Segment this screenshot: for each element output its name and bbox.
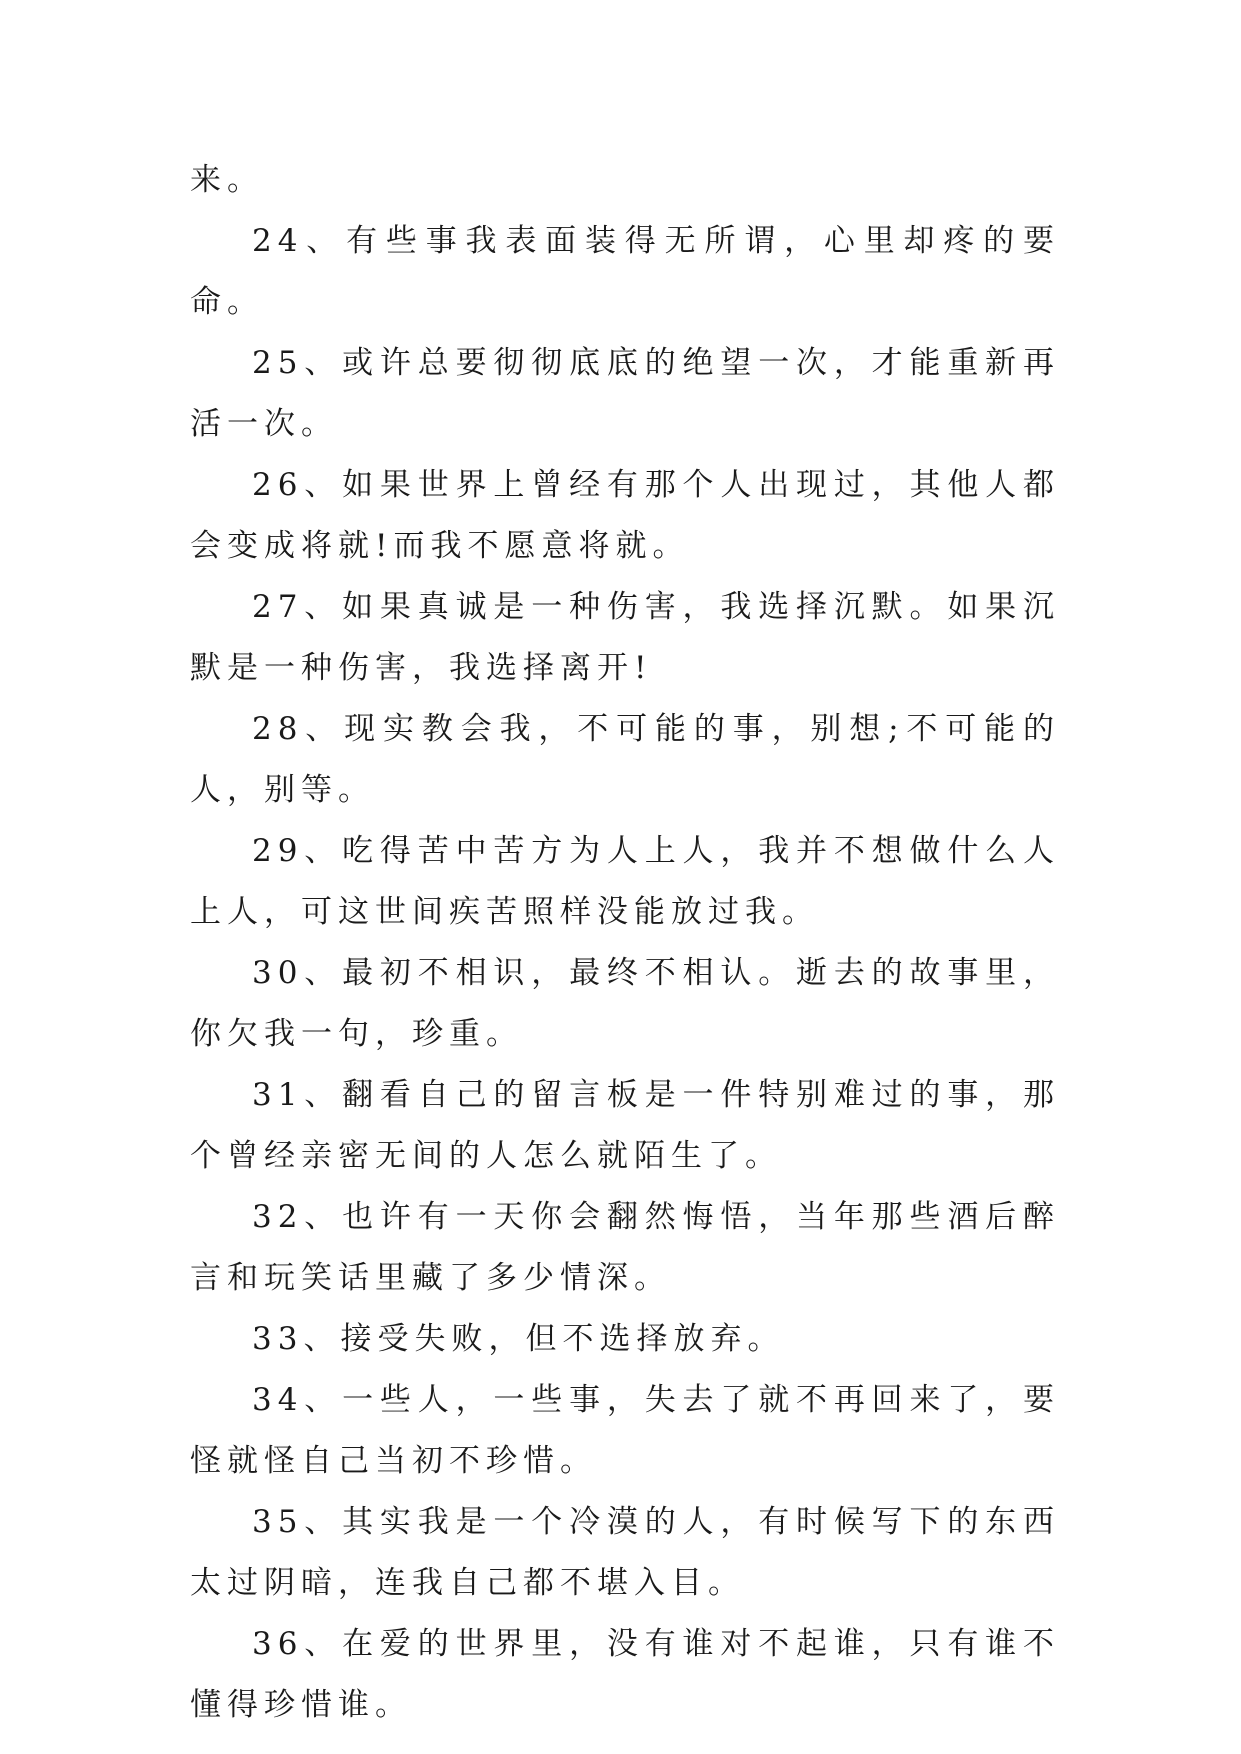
paragraph-31: 31、翻看自己的留言板是一件特别难过的事，那个曾经亲密无间的人怎么就陌生了。 — [190, 1077, 1060, 1174]
paragraph-35: 35、其实我是一个冷漠的人，有时候写下的东西太过阴暗，连我自己都不堪入目。 — [190, 1504, 1060, 1601]
paragraph-28: 28、现实教会我，不可能的事，别想;不可能的人，别等。 — [190, 711, 1060, 808]
paragraph-30: 30、最初不相识，最终不相认。逝去的故事里，你欠我一句，珍重。 — [190, 955, 1060, 1052]
paragraph-29: 29、吃得苦中苦方为人上人，我并不想做什么人上人，可这世间疾苦照样没能放过我。 — [190, 833, 1060, 930]
paragraph-27: 27、如果真诚是一种伤害，我选择沉默。如果沉默是一种伤害，我选择离开! — [190, 589, 1060, 686]
document-body — [190, 150, 1060, 1736]
paragraph-32: 32、也许有一天你会翻然悔悟，当年那些酒后醉言和玩笑话里藏了多少情深。 — [190, 1199, 1060, 1296]
paragraph-36: 36、在爱的世界里，没有谁对不起谁，只有谁不懂得珍惜谁。 — [190, 1626, 1060, 1723]
paragraph-25: 25、或许总要彻彻底底的绝望一次，才能重新再活一次。 — [190, 345, 1060, 442]
paragraph-34: 34、一些人，一些事，失去了就不再回来了，要怪就怪自己当初不珍惜。 — [190, 1382, 1060, 1479]
paragraph-continuation: 来。 — [190, 162, 264, 198]
paragraph-24: 24、有些事我表面装得无所谓，心里却疼的要命。 — [190, 223, 1060, 320]
paragraph-26: 26、如果世界上曾经有那个人出现过，其他人都会变成将就!而我不愿意将就。 — [190, 467, 1060, 564]
paragraph-33: 33、接受失败，但不选择放弃。 — [252, 1321, 785, 1357]
